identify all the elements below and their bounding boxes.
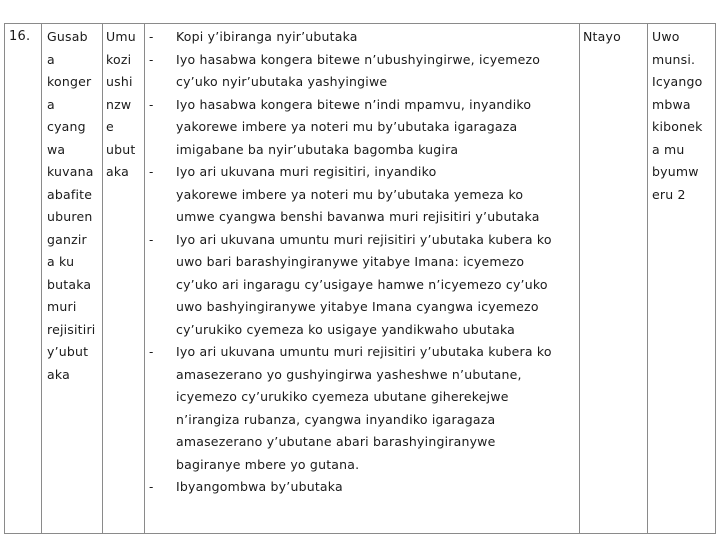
column-divider [41,23,42,534]
duration-line: a mu [652,141,685,157]
row-number: 16. [9,29,31,44]
duration-line: byumw [652,164,699,179]
service-name-line: a ku [47,254,75,269]
requirement-text-line: bagiranye mbere yo gutana. [176,456,360,472]
requirement-bullet: - [149,232,154,247]
requirement-text-line: uwo bari barashyingiranywe yitabye Imana: icyemezo [176,254,525,269]
requirement-text-line: amasezerano y’ubutane abari barashyingiranywe [176,434,496,449]
requirement-bullet: - [149,165,154,179]
service-name-line: abafite [47,186,93,202]
column-divider [579,23,580,534]
requirement-text-line: Iyo ari ukuvana muri regisitiri, inyandiko [176,164,437,179]
requirement-text-line: n’irangiza rubanza, cyangwa inyandiko igaragaza [176,411,496,427]
service-name-line: butaka [47,276,92,292]
requirement-text-line: Iyo ari ukuvana umuntu muri rejisitiri y’ubutaka kubera ko [176,344,552,359]
requirement-text-line: uwo bashyingiranywe yitabye Imana cyangwa icyemezo [176,299,539,314]
service-name-line: a [47,51,55,67]
service-name-line: y’ubut [47,344,89,359]
responsible-officer-line: aka [106,164,129,179]
duration-line: mbwa [652,96,691,112]
requirement-text-line: cy’uko nyir’ubutaka yashyingiwe [176,74,388,89]
requirement-bullet: - [149,30,154,44]
requirement-bullet: - [149,97,154,112]
requirement-text-line: imigabane ba nyir’ubutaka bagomba kugira [176,141,459,157]
duration-line: kibonek [652,119,703,134]
requirement-text-line: umwe cyangwa benshi bavanwa muri rejisitiri y’ubutaka [176,209,540,224]
service-name-line: kuvana [47,164,94,179]
service-name-line: aka [47,366,70,382]
requirement-bullet: - [149,52,154,67]
responsible-officer-line: kozi [106,51,132,67]
duration-line: munsi. [652,51,696,67]
requirement-bullet: - [149,345,154,359]
service-name-line: konger [47,74,92,89]
requirement-text-line: Kopi y’ibiranga nyir’ubutaka [176,29,358,44]
service-name-line: ganzir [47,231,87,247]
responsible-officer-line: nzw [106,96,132,112]
service-name-line: cyang [47,119,86,134]
requirement-text-line: yakorewe imbere ya noteri mu by’ubutaka igaragaza [176,119,518,134]
service-name-line: Gusab [47,29,88,44]
responsible-officer-line: ubut [106,141,136,157]
requirement-text-line: Iyo hasabwa kongera bitewe n’indi mpamvu, inyandiko [176,96,532,112]
column-divider [144,23,145,534]
service-name-line: a [47,96,55,112]
requirement-text-line: cy’urukiko cyemeza ko usigaye yandikwaho ubutaka [176,321,516,337]
requirement-text-line: Iyo ari ukuvana umuntu muri rejisitiri y’ubutaka kubera ko [176,231,552,247]
service-name-line: rejisitiri [47,321,96,337]
duration-line: Uwo [652,29,680,44]
requirement-text-line: Ibyangombwa by’ubutaka [176,479,343,494]
service-name-line: uburen [47,209,93,224]
fee-value: Ntayo [583,29,621,44]
responsible-officer-line: e [106,119,114,134]
requirement-text-line: icyemezo cy’urukiko cyemeza ubutane giherekejwe [176,389,509,404]
requirement-text-line: cy’uko ari ingaragu cy’usigaye hamwe n’icyemezo cy’uko [176,276,548,292]
responsible-officer-line: ushi [106,74,133,89]
requirement-text-line: amasezerano yo gushyingirwa yasheshwe n’ubutane, [176,366,522,382]
duration-line: Icyango [652,74,703,89]
requirement-bullet: - [149,480,154,494]
column-divider [647,23,648,534]
duration-line: eru 2 [652,186,686,202]
column-divider [102,23,103,534]
service-name-line: wa [47,141,66,157]
requirement-text-line: yakorewe imbere ya noteri mu by’ubutaka yemeza ko [176,186,524,202]
service-name-line: muri [47,299,77,314]
requirement-text-line: Iyo hasabwa kongera bitewe n’ubushyingirwe, icyemezo [176,51,541,67]
responsible-officer-line: Umu [106,29,136,44]
